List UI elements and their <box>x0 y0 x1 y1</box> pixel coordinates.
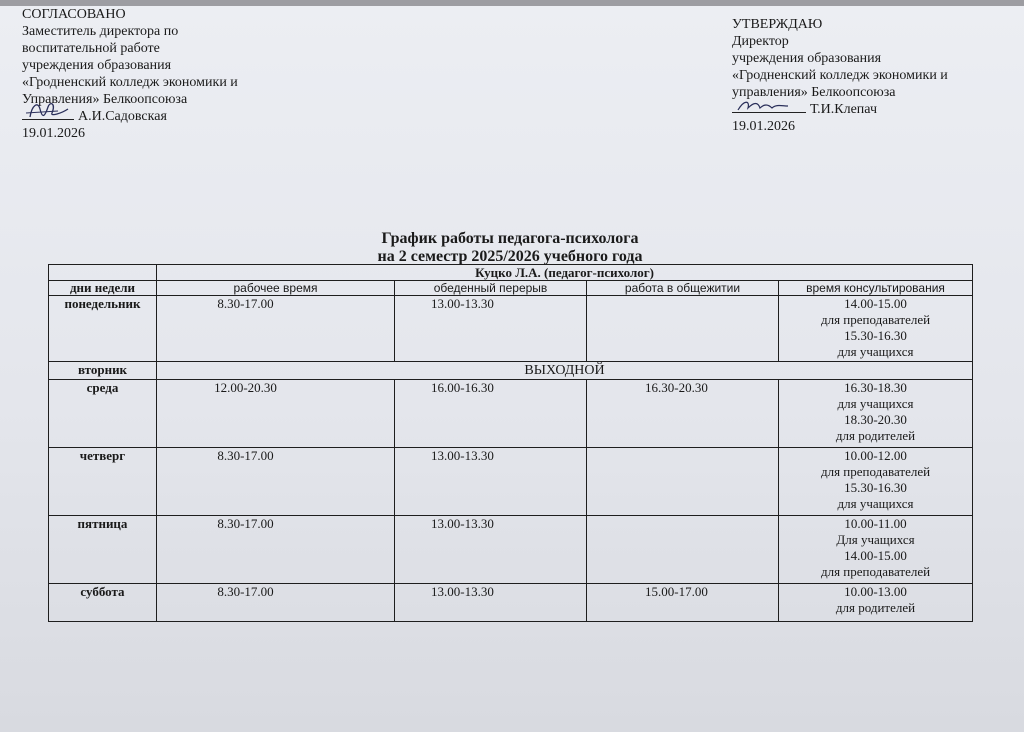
approval-line: «Гродненский колледж экономики и <box>22 75 238 90</box>
day-off-cell: ВЫХОДНОЙ <box>157 362 973 380</box>
lunch-cell: 13.00-13.30 <box>395 448 587 516</box>
signature-line <box>732 112 806 113</box>
table-header-teacher-row <box>49 265 973 281</box>
teacher-name: Куцко Л.А. (педагог-психолог) <box>157 265 973 281</box>
approval-line: Директор <box>732 34 789 49</box>
signer-name: Т.И.Клепач <box>810 102 877 117</box>
approval-line: учреждения образования <box>22 58 172 73</box>
lunch-cell: 13.00-13.30 <box>395 584 587 622</box>
day-cell: понедельник <box>49 296 157 362</box>
consultation-line: для учащихся <box>837 344 914 359</box>
consultation-line: 15.30-16.30 <box>844 480 907 495</box>
approval-line: Заместитель директора по <box>22 24 179 39</box>
consultation-line: для учащихся <box>837 496 914 511</box>
dormitory-cell: 15.00-17.00 <box>587 584 779 622</box>
approval-date: 19.01.2026 <box>22 126 85 141</box>
column-header-consultation: время консультирования <box>779 281 973 296</box>
consultation-line: Для учащихся <box>836 532 915 547</box>
approval-heading: СОГЛАСОВАНО <box>22 7 126 22</box>
consultation-line: для преподавателей <box>820 564 931 579</box>
approval-line: Управления» Белкоопсоюза <box>22 92 188 107</box>
work-time-cell: 8.30-17.00 <box>157 448 395 516</box>
consultation-line: для преподавателей <box>820 464 931 479</box>
work-time-cell: 8.30-17.00 <box>157 584 395 622</box>
dormitory-cell: 16.30-20.30 <box>587 380 779 448</box>
consultation-line: 15.30-16.30 <box>844 328 907 343</box>
lunch-cell: 13.00-13.30 <box>395 296 587 362</box>
day-cell: среда <box>49 380 157 448</box>
approval-heading: УТВЕРЖДАЮ <box>732 17 823 32</box>
consultation-line: 10.00-12.00 <box>844 448 907 463</box>
consultation-line: для родителей <box>835 600 916 615</box>
empty-header-cell <box>49 265 157 281</box>
lunch-cell: 16.00-16.30 <box>395 380 587 448</box>
dormitory-cell <box>587 516 779 584</box>
day-cell: вторник <box>49 362 157 380</box>
table-row <box>49 296 973 362</box>
column-header-day: дни недели <box>49 281 157 296</box>
consultation-cell <box>779 516 973 584</box>
document-title: График работы педагога-психолога <box>381 230 639 247</box>
column-header-work-time: рабочее время <box>157 281 395 296</box>
work-time-cell: 12.00-20.30 <box>157 380 395 448</box>
consultation-line: 16.30-18.30 <box>844 380 907 395</box>
consultation-line: 10.00-13.00 <box>844 584 907 599</box>
approval-line: «Гродненский колледж экономики и <box>732 68 948 83</box>
work-time-cell: 8.30-17.00 <box>157 516 395 584</box>
table-header-row <box>49 281 973 296</box>
table-row <box>49 380 973 448</box>
approval-line: учреждения образования <box>732 51 882 66</box>
consultation-cell <box>779 448 973 516</box>
approval-date: 19.01.2026 <box>732 119 795 134</box>
table-row <box>49 448 973 516</box>
day-cell: четверг <box>49 448 157 516</box>
document-subtitle: на 2 семестр 2025/2026 учебного года <box>377 248 643 265</box>
approval-line: управления» Белкоопсоюза <box>732 85 896 100</box>
work-time-cell: 8.30-17.00 <box>157 296 395 362</box>
consultation-line: для преподавателей <box>820 312 931 327</box>
consultation-cell <box>779 296 973 362</box>
lunch-cell: 13.00-13.30 <box>395 516 587 584</box>
table-row <box>49 584 973 622</box>
approval-agreed-block <box>22 6 238 142</box>
signer-name: А.И.Садовская <box>78 109 167 124</box>
consultation-line: 10.00-11.00 <box>844 516 907 531</box>
consultation-line: 18.30-20.30 <box>844 412 907 427</box>
table-row <box>49 516 973 584</box>
consultation-line: 14.00-15.00 <box>844 296 907 311</box>
approval-approved-block <box>732 16 948 135</box>
column-header-lunch-break: обеденный перерыв <box>395 281 587 296</box>
table-row <box>49 362 973 380</box>
column-header-dormitory: работа в общежитии <box>587 281 779 296</box>
consultation-cell <box>779 380 973 448</box>
handwritten-signature <box>732 96 802 114</box>
dormitory-cell <box>587 296 779 362</box>
handwritten-signature <box>22 99 72 121</box>
approval-line: воспитательной работе <box>22 41 160 56</box>
signature-line <box>22 119 74 120</box>
consultation-cell <box>779 584 973 622</box>
consultation-line: для родителей <box>835 428 916 443</box>
day-cell: пятница <box>49 516 157 584</box>
schedule-table <box>48 264 973 622</box>
dormitory-cell <box>587 448 779 516</box>
consultation-line: 14.00-15.00 <box>844 548 907 563</box>
day-cell: суббота <box>49 584 157 622</box>
consultation-line: для учащихся <box>837 396 914 411</box>
